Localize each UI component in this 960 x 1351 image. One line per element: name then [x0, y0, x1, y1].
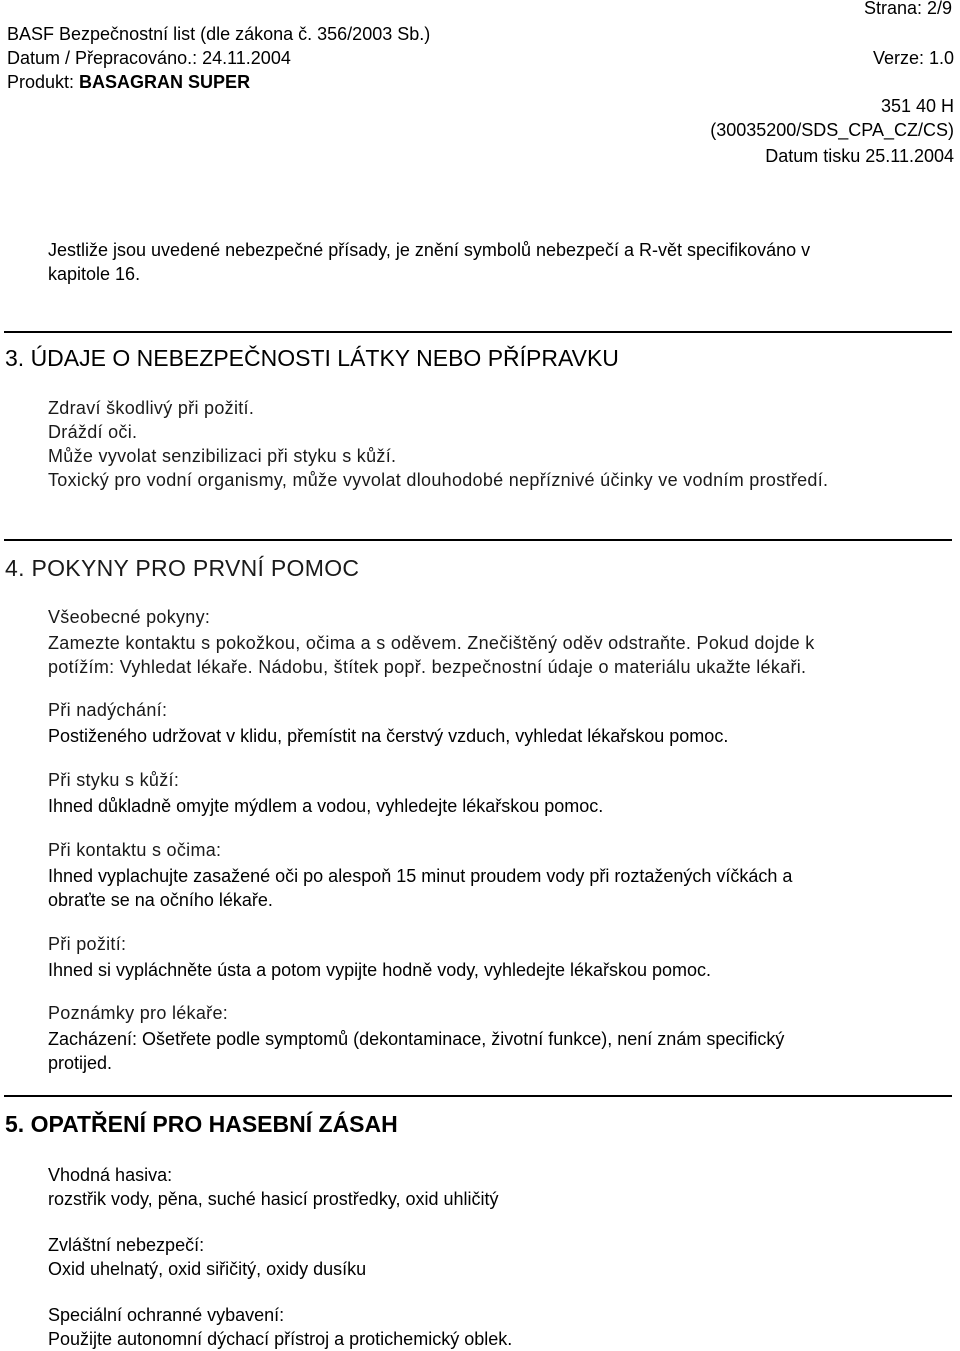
page-number: Strana: 2/9 — [863, 0, 952, 18]
ingestion-block — [48, 932, 711, 982]
section-5-heading: 5. OPATŘENÍ PRO HASEBNÍ ZÁSAH — [5, 1111, 398, 1137]
instruction-line: Postiženého udržovat v klidu, přemístit na čerstvý vzduch, vyhledat lékařskou pomoc. — [48, 726, 729, 746]
instruction-line: Oxid uhelnatý, oxid siřičitý, oxidy dusíku — [48, 1259, 367, 1279]
instruction-line: Zamezte kontaktu s pokožkou, očima a s oděvem. Znečištěný oděv odstraňte. Pokud dojde k — [48, 633, 815, 653]
instruction-line: Ihned důkladně omyjte mýdlem a vodou, vyhledejte lékařskou pomoc. — [48, 796, 604, 816]
revision-date: Datum / Přepracováno.: 24.11.2004 — [7, 48, 291, 68]
section-3-heading: 3. ÚDAJE O NEBEZPEČNOSTI LÁTKY NEBO PŘÍPRAVKU — [5, 345, 619, 371]
special-hazards-block — [48, 1233, 366, 1281]
instruction-line: Ihned si vypláchněte ústa a potom vypijte hodně vody, vyhledejte lékařskou pomoc. — [48, 960, 712, 980]
hazard-statement: Zdraví škodlivý při požití. — [48, 398, 255, 418]
product-code: 351 40 H — [880, 96, 954, 116]
instruction-line: Použijte autonomní dýchací přístroj a protichemický oblek. — [48, 1329, 513, 1349]
instruction-line: obraťte se na očního lékaře. — [48, 890, 273, 910]
subsection-label: Všeobecné pokyny: — [48, 607, 211, 627]
hazard-statement: Toxický pro vodní organismy, může vyvolat dlouhodobé nepříznivé účinky ve vodním prostředí. — [48, 470, 829, 490]
subsection-label: Speciální ochranné vybavení: — [48, 1305, 285, 1325]
intro-line: Jestliže jsou uvedené nebezpečné přísady, je znění symbolů nebezpečí a R-vět specifikováno v — [48, 240, 811, 260]
section-divider — [4, 1095, 952, 1097]
section-4-heading: 4. POKYNY PRO PRVNÍ POMOC — [5, 555, 360, 581]
inhalation-block — [48, 698, 728, 748]
section-divider — [4, 331, 952, 333]
product-name: BASAGRAN SUPER — [79, 72, 251, 92]
skin-contact-block — [48, 768, 603, 818]
sds-id: (30035200/SDS_CPA_CZ/CS) — [710, 120, 954, 140]
section-divider — [4, 539, 952, 541]
subsection-label: Zvláštní nebezpečí: — [48, 1235, 205, 1255]
instruction-line: Ihned vyplachujte zasažené oči po alespoň 15 minut proudem vody při roztažených víčkách a — [48, 866, 793, 886]
instruction-line: protijed. — [48, 1053, 113, 1073]
subsection-label: Poznámky pro lékaře: — [48, 1003, 229, 1023]
product-line — [7, 72, 250, 93]
subsection-label: Vhodná hasiva: — [48, 1165, 173, 1185]
version: Verze: 1.0 — [872, 48, 954, 68]
protective-equipment-block — [48, 1303, 512, 1351]
eye-contact-block — [48, 838, 792, 912]
subsection-label: Při styku s kůží: — [48, 770, 180, 790]
instruction-line: Zacházení: Ošetřete podle symptomů (dekontaminace, životní funkce), není znám specifický — [48, 1029, 785, 1049]
subsection-label: Při nadýchání: — [48, 700, 168, 720]
hazard-statements — [48, 396, 828, 492]
intro-paragraph — [48, 238, 810, 286]
hazard-statement: Může vyvolat senzibilizaci při styku s kůží. — [48, 446, 397, 466]
product-label: Produkt: — [7, 72, 80, 92]
intro-line: kapitole 16. — [48, 264, 141, 284]
subsection-label: Při požití: — [48, 934, 127, 954]
document-title: BASF Bezpečnostní list (dle zákona č. 356/2003 Sb.) — [7, 24, 431, 44]
extinguishing-media-block — [48, 1163, 499, 1211]
print-date: Datum tisku 25.11.2004 — [765, 146, 954, 166]
doctor-notes-block — [48, 1001, 784, 1075]
hazard-statement: Dráždí oči. — [48, 422, 138, 442]
general-instructions — [48, 605, 815, 679]
instruction-line: rozstřik vody, pěna, suché hasicí prostředky, oxid uhličitý — [48, 1189, 499, 1209]
subsection-label: Při kontaktu s očima: — [48, 840, 222, 860]
instruction-line: potížím: Vyhledat lékaře. Nádobu, štítek popř. bezpečnostní údaje o materiálu ukažte lékaři. — [48, 657, 807, 677]
